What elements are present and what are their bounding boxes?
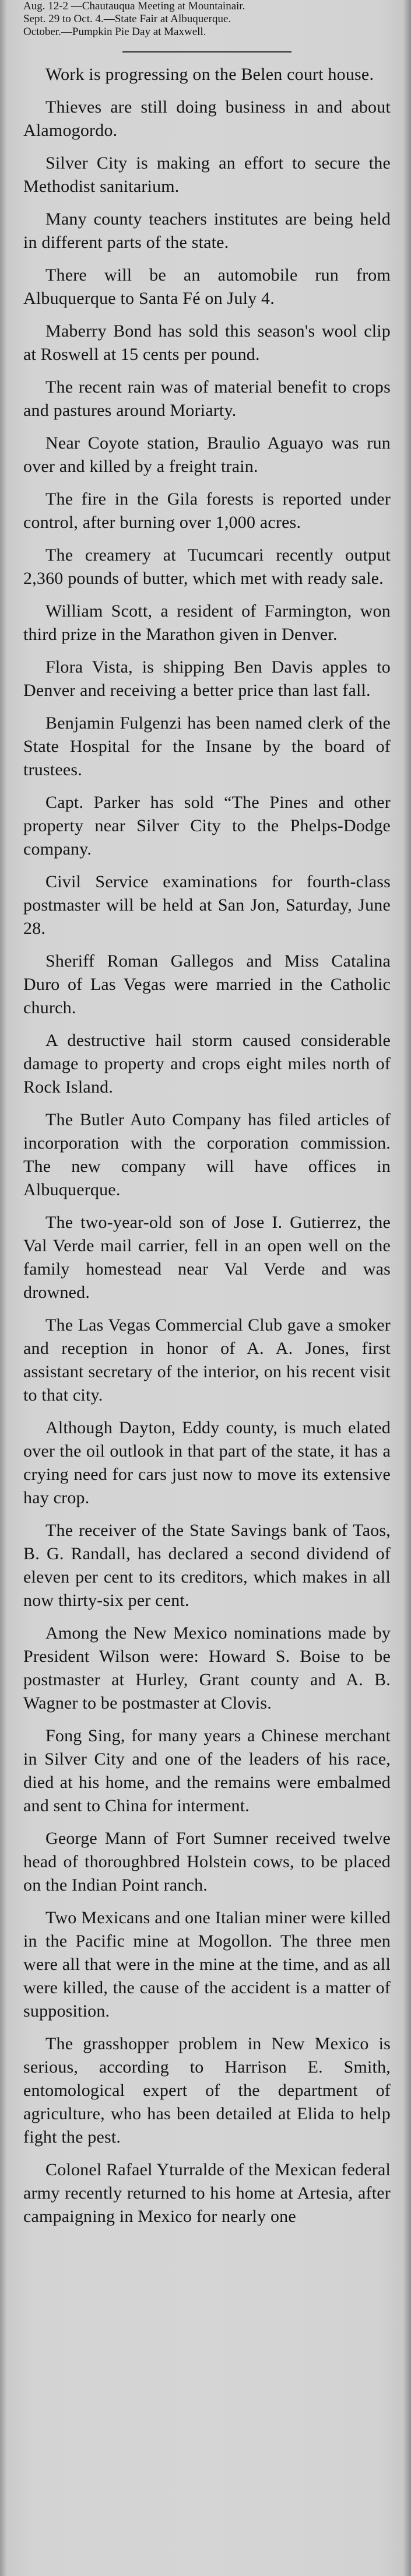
news-item: The Butler Auto Company has filed articles of incorporation with the corporation commission. The new company will have offices in Albuquerque. <box>23 1110 391 1199</box>
calendar-entry: October.—Pumpkin Pie Day at Maxwell. <box>23 26 206 38</box>
page-edge-left <box>0 0 7 2576</box>
news-item: George Mann of Fort Sumner received twelve head of thoroughbred Holstein cows, to be placed on the Indian Point ranch. <box>23 1829 391 1895</box>
news-item: The recent rain was of material benefit to crops and pastures around Moriarty. <box>23 377 391 420</box>
news-item: Among the New Mexico nominations made by President Wilson were: Howard S. Boise to be postmaster at Hurley, Grant county and A. B. Wagner to be postmaster at Clovis. <box>23 1623 391 1713</box>
news-column <box>23 0 391 2238</box>
calendar-entry: Aug. 12-2 —Chautauqua Meeting at Mountainair. <box>23 0 245 12</box>
news-item: Capt. Parker has sold “The Pines and other property near Silver City to the Phelps-Dodge company. <box>23 793 391 859</box>
news-item: Maberry Bond has sold this season's wool clip at Roswell at 15 cents per pound. <box>23 321 391 364</box>
news-item: The two-year-old son of Jose I. Gutierrez, the Val Verde mail carrier, fell in an open well on the family homestead near Val Verde and was drowned. <box>23 1213 391 1302</box>
news-item: Civil Service examinations for fourth-class postmaster will be held at San Jon, Saturday, June 28. <box>23 872 391 938</box>
news-item: The Las Vegas Commercial Club gave a smoker and reception in honor of A. A. Jones, first assistant secretary of the interior, on his recent visit to that city. <box>23 1315 391 1405</box>
page-edge-right <box>403 0 411 2576</box>
news-item: Benjamin Fulgenzi has been named clerk of the State Hospital for the Insane by the board of trustees. <box>23 713 391 779</box>
news-item: Thieves are still doing business in and about Alamogordo. <box>23 97 391 140</box>
news-item: Near Coyote station, Braulio Aguayo was run over and killed by a freight train. <box>23 433 391 476</box>
news-item: Although Dayton, Eddy county, is much elated over the oil outlook in that part of the state, it has a crying need for cars just now to move its extensive hay crop. <box>23 1418 391 1507</box>
news-item: Flora Vista, is shipping Ben Davis apples to Denver and receiving a better price than last fall. <box>23 657 391 700</box>
news-item: Sheriff Roman Gallegos and Miss Catalina Duro of Las Vegas were married in the Catholic church. <box>23 951 391 1017</box>
news-items <box>23 63 391 2228</box>
news-item: Colonel Rafael Yturralde of the Mexican federal army recently returned to his home at Artesia, after campaigning in Mexico for nearly one <box>23 2160 391 2226</box>
news-item: The receiver of the State Savings bank of Taos, B. G. Randall, has declared a second dividend of eleven per cent to its creditors, which makes in all now thirty-six per cent. <box>23 1521 391 1610</box>
news-item: Fong Sing, for many years a Chinese merchant in Silver City and one of the leaders of his race, died at his home, and the remains were embalmed and sent to China for interment. <box>23 1726 391 1815</box>
calendar-of-events <box>23 0 391 38</box>
calendar-entry: Sept. 29 to Oct. 4.—State Fair at Albuquerque. <box>23 13 231 25</box>
news-item: Silver City is making an effort to secure the Methodist sanitarium. <box>23 153 391 196</box>
news-item: A destructive hail storm caused considerable damage to property and crops eight miles north of Rock Island. <box>23 1031 391 1097</box>
news-item: The fire in the Gila forests is reported under control, after burning over 1,000 acres. <box>23 489 391 532</box>
news-item: There will be an automobile run from Albuquerque to Santa Fé on July 4. <box>23 265 391 308</box>
news-item: William Scott, a resident of Farmington, won third prize in the Marathon given in Denver. <box>23 601 391 644</box>
section-divider <box>122 51 291 52</box>
news-item: The creamery at Tucumcari recently output 2,360 pounds of butter, which met with ready sale. <box>23 545 391 588</box>
news-item: Many county teachers institutes are being held in different parts of the state. <box>23 209 391 252</box>
news-item: Work is progressing on the Belen court house. <box>45 65 374 84</box>
news-item: Two Mexicans and one Italian miner were killed in the Pacific mine at Mogollon. The three men were all that were in the mine at the time, and as all were killed, the cause of the accident is a matter of supposition. <box>23 1908 391 2021</box>
news-item: The grasshopper problem in New Mexico is serious, according to Harrison E. Smith, entomological expert of the department of agriculture, who has been detailed at Elida to help fight the pest. <box>23 2034 391 2147</box>
